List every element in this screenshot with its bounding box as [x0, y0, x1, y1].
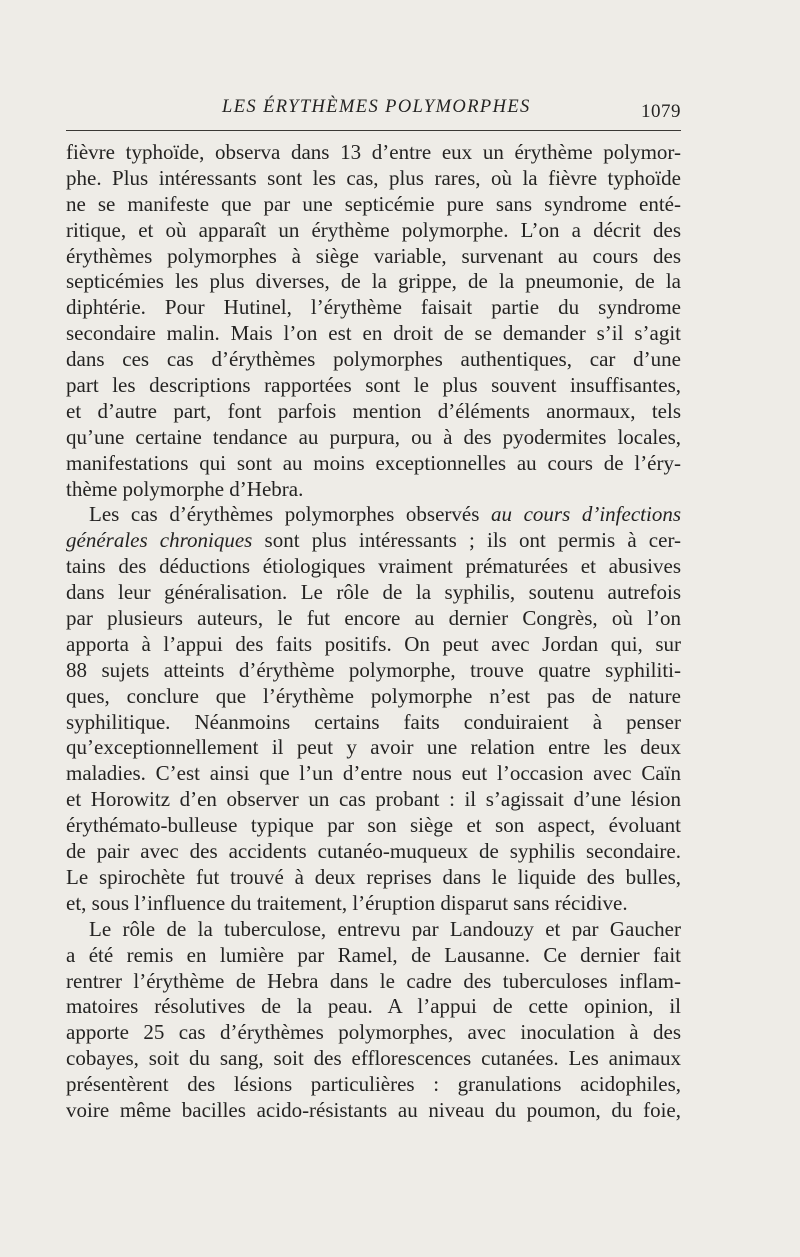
- page-header: [66, 97, 681, 127]
- text-line: phe. Plus intéressants sont les cas, plus rares, où la fièvre typhoïde: [66, 165, 681, 190]
- text-line: Le rôle de la tuberculose, entrevu par Landouzy et par Gaucher: [89, 916, 681, 941]
- text-line: ques, conclure que l’érythème polymorphe n’est pas de nature: [66, 683, 681, 708]
- text-line: cobayes, soit du sang, soit des efflorescences cutanées. Les animaux: [66, 1046, 681, 1071]
- text-run: sont plus intéressants ; ils ont permis à cer-: [264, 528, 682, 553]
- body-text: [66, 140, 681, 1124]
- text-line: et Horowitz d’en observer un cas probant : il s’agissait d’une lésion: [66, 787, 681, 812]
- text-line: dans leur généralisation. Le rôle de la syphilis, soutenu autrefois: [66, 580, 681, 605]
- text-line: rentrer l’érythème de Hebra dans le cadre des tuberculoses inflam-: [66, 968, 681, 993]
- text-run: Les cas d’érythèmes polymorphes observés: [89, 502, 480, 527]
- text-line: par plusieurs auteurs, le fut encore au dernier Congrès, où l’on: [66, 606, 681, 631]
- text-line: tains des déductions étiologiques vraiment prématurées et abusives: [66, 554, 681, 579]
- text-line: diphtérie. Pour Hutinel, l’érythème faisait partie du syndrome: [66, 295, 681, 320]
- text-line: érythémato-bulleuse typique par son siège et son aspect, évoluant: [66, 813, 681, 838]
- header-rule: [66, 130, 681, 131]
- text-line: maladies. C’est ainsi que l’un d’entre nous eut l’occasion avec Caïn: [66, 761, 681, 786]
- text-line: qu’une certaine tendance au purpura, ou à des pyodermites locales,: [66, 424, 681, 449]
- text-line: dans ces cas d’érythèmes polymorphes authentiques, car d’une: [66, 347, 681, 372]
- text-line: ritique, et où apparaît un érythème polymorphe. L’on a décrit des: [66, 217, 681, 242]
- text-line: secondaire malin. Mais l’on est en droit de se demander s’il s’agit: [66, 321, 681, 346]
- text-line: présentèrent des lésions particulières : granulations acidophiles,: [66, 1072, 681, 1097]
- text-line: Le spirochète fut trouvé à deux reprises dans le liquide des bulles,: [66, 864, 681, 889]
- text-line: thème polymorphe d’Hebra.: [66, 476, 304, 501]
- text-line: a été remis en lumière par Ramel, de Lausanne. Ce dernier fait: [66, 942, 681, 967]
- text-line: [66, 502, 681, 528]
- text-line: matoires résolutives de la peau. A l’appui de cette opinion, il: [66, 994, 681, 1019]
- italic-phrase: au cours d’infections: [491, 502, 682, 527]
- text-line: ne se manifeste que par une septicémie pure sans syndrome enté-: [66, 191, 681, 216]
- page-number: 1079: [641, 101, 681, 122]
- text-line: de pair avec des accidents cutanéo-muqueux de syphilis secondaire.: [66, 839, 681, 864]
- text-line: 88 sujets atteints d’érythème polymorphe, trouve quatre syphiliti-: [66, 657, 681, 682]
- text-line: manifestations qui sont au moins exceptionnelles au cours de l’éry-: [66, 450, 681, 475]
- text-line: fièvre typhoïde, observa dans 13 d’entre eux un érythème polymor-: [66, 140, 681, 164]
- running-title: LES ÉRYTHÈMES POLYMORPHES: [222, 97, 531, 117]
- text-line: apporte 25 cas d’érythèmes polymorphes, avec inoculation à des: [66, 1020, 681, 1045]
- text-line: part les descriptions rapportées sont le plus souvent insuffisantes,: [66, 373, 681, 398]
- text-line: [66, 528, 681, 554]
- italic-phrase: générales chroniques: [66, 528, 253, 553]
- text-line: septicémies les plus diverses, de la grippe, de la pneumonie, de la: [66, 269, 681, 294]
- text-line: qu’exceptionnellement il peut y avoir une relation entre les deux: [66, 735, 681, 760]
- text-line: et d’autre part, font parfois mention d’éléments anormaux, tels: [66, 398, 681, 423]
- text-line: et, sous l’influence du traitement, l’éruption disparut sans récidive.: [66, 890, 628, 915]
- text-line: voire même bacilles acido-résistants au niveau du poumon, du foie,: [66, 1097, 681, 1122]
- text-line: apporta à l’appui des faits positifs. On peut avec Jordan qui, sur: [66, 631, 681, 656]
- text-line: érythèmes polymorphes à siège variable, survenant au cours des: [66, 243, 681, 268]
- text-line: syphilitique. Néanmoins certains faits conduiraient à penser: [66, 709, 681, 734]
